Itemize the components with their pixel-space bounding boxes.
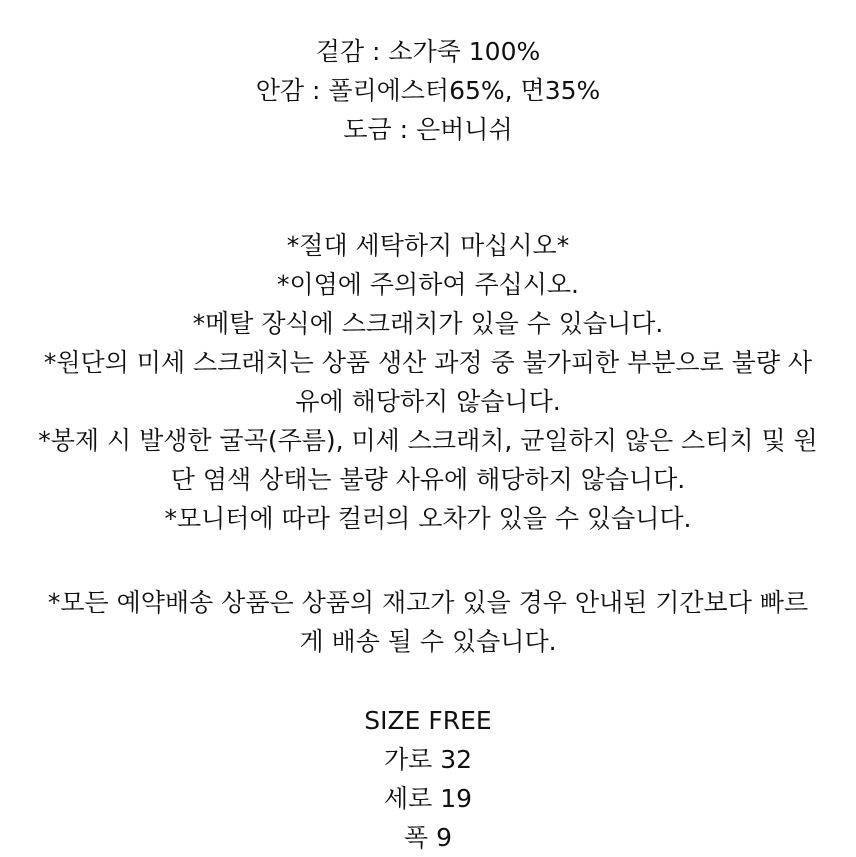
shipping-notice-line: *모든 예약배송 상품은 상품의 재고가 있을 경우 안내된 기간보다 빠르 bbox=[47, 588, 809, 617]
care-notice-line: 단 염색 상태는 불량 사유에 해당하지 않습니다. bbox=[170, 465, 686, 494]
care-notice-line: *모니터에 따라 컬러의 오차가 있을 수 있습니다. bbox=[164, 504, 692, 533]
care-notice-line: *절대 세탁하지 마십시오* bbox=[286, 231, 570, 260]
care-notice-line: *봉제 시 발생한 굴곡(주름), 미세 스크래치, 균일하지 않은 스티치 및 원 bbox=[38, 426, 818, 455]
care-notice-section bbox=[0, 226, 856, 538]
shipping-notice-line: 게 배송 될 수 있습니다. bbox=[299, 627, 557, 656]
care-notice-line: *이염에 주의하여 주십시오. bbox=[277, 270, 579, 299]
care-notice-line: 유에 해당하지 않습니다. bbox=[295, 387, 561, 416]
material-plating: 도금 : 은버니쉬 bbox=[343, 115, 513, 144]
material-lining: 안감 : 폴리에스터65%, 면35% bbox=[255, 76, 601, 105]
size-section bbox=[0, 701, 856, 857]
care-notice-line: *원단의 미세 스크래치는 상품 생산 과정 중 불가피한 부분으로 불량 사 bbox=[43, 348, 813, 377]
size-height: 세로 19 bbox=[383, 784, 473, 813]
care-notice-line: *메탈 장식에 스크래치가 있을 수 있습니다. bbox=[192, 309, 664, 338]
size-depth: 폭 9 bbox=[403, 823, 452, 852]
size-title: SIZE FREE bbox=[364, 706, 492, 735]
material-outer: 겉감 : 소가죽 100% bbox=[315, 37, 541, 66]
material-section bbox=[0, 32, 856, 149]
size-width: 가로 32 bbox=[383, 745, 473, 774]
shipping-notice-section bbox=[0, 583, 856, 661]
